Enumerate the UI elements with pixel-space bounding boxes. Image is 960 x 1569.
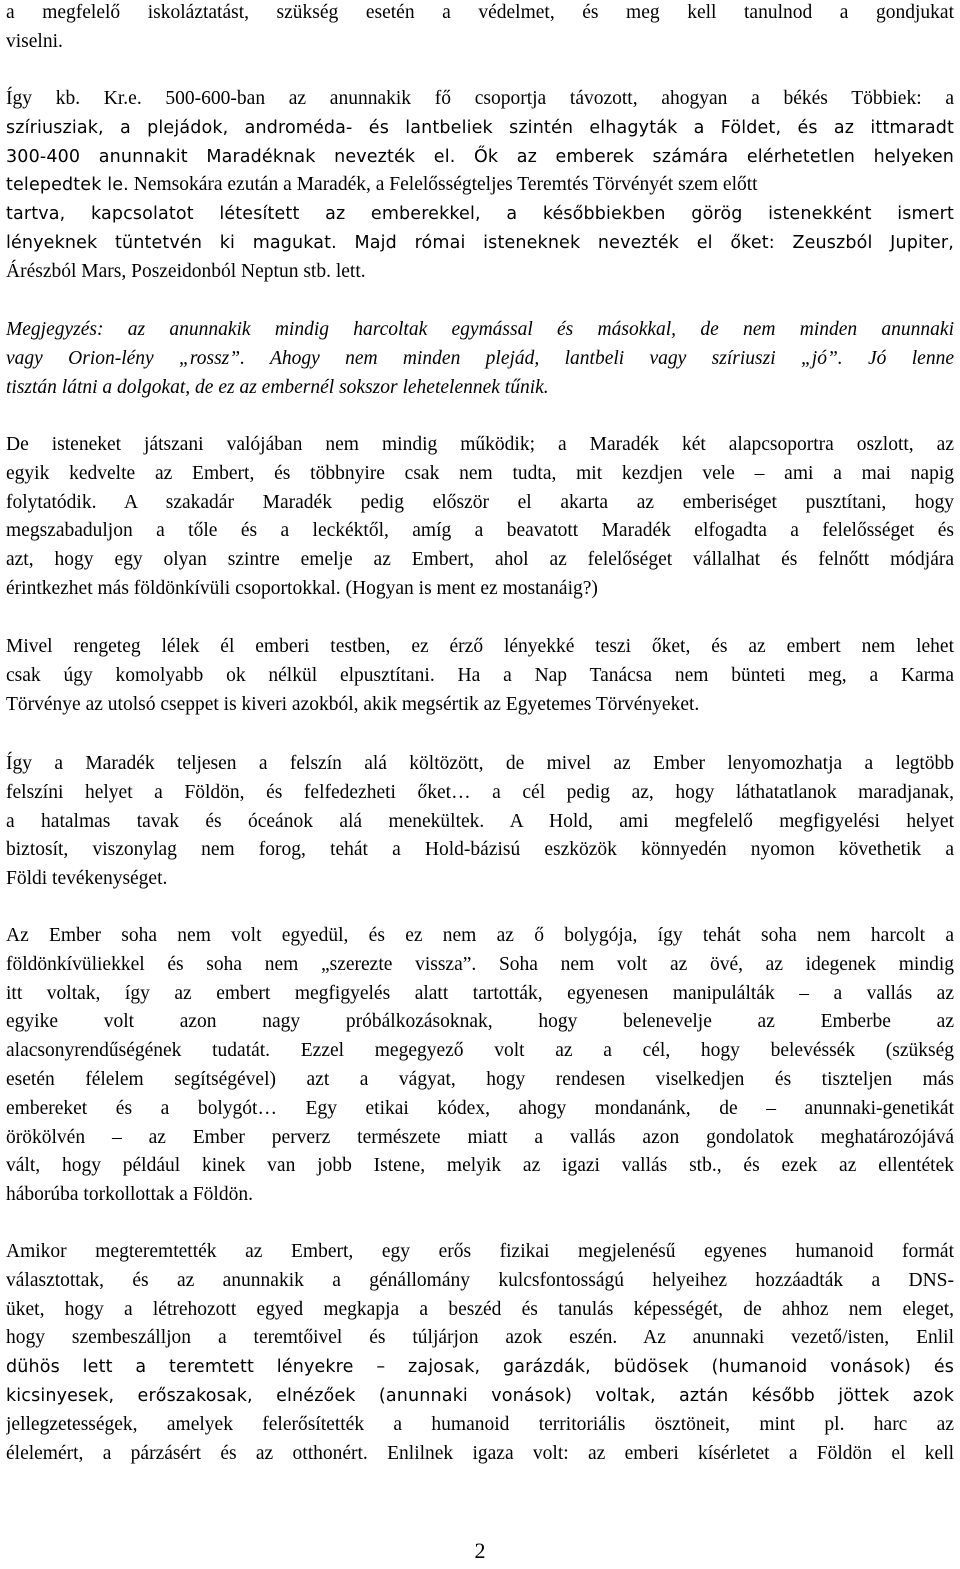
text-line: örökölvén – az Ember perverz természete miatt a vallás azon gondolatok meghatározójává [6,1126,954,1148]
text-line: Árészból Mars, Poszeidonból Neptun stb. lett. [6,260,366,282]
text-line: alacsonyrendűségének tudatát. Ezzel megegyező volt az a cél, hogy belevéssék (szükség [6,1040,954,1062]
text-line: egyike volt azon nagy próbálkozásoknak, hogy belenevelje az Emberbe az [6,1011,954,1033]
text-line: Így kb. Kr.e. 500-600-ban az anunnakik fő csoportja távozott, ahogyan a békés Többiek: a [6,88,954,109]
text-line: itt voltak, így az embert megfigyelés alatt tartották, egyenesen manipulálták – a vallás az [6,982,954,1004]
paragraph-never-alone [6,922,954,1210]
paragraph-continuation [6,0,954,57]
text-line: érintkezhet más földönkívüli csoportokkal. (Hogyan is ment ez mostanáig?) [6,577,598,599]
text-line: egyik kedvelte az Embert, és többnyire csak nem tudta, mit kezdjen vele – ami a mai napig [6,462,954,484]
text-line: lényeknek tüntetvén ki magukat. Majd római isteneknek nevezték el őket: Zeuszból Jupiter, [6,232,954,253]
text-line: megszabaduljon a tőle és a leckéktől, amíg a beavatott Maradék elfogadta a felelősséget és [6,520,954,542]
text-line: a hatalmas tavak és óceánok alá menekültek. A Hold, ami megfelelő megfigyelési helyet [6,810,954,832]
text-line: szíriusziak, a plejádok, androméda- és lantbeliek szintén elhagyták a Földet, és az ittmaradt [6,117,954,138]
text-line: vagy Orion-lény „rossz”. Ahogy nem minden plejád, lantbeli vagy szíriuszi „jó”. Jó lenne [6,347,954,369]
text-line: kicsinyesek, erőszakosak, elnézőek (anunnaki vonások) voltak, aztán később jöttek azok [6,1385,954,1406]
text-line: biztosít, viszonylag nem forog, tehát a Hold-bázisú eszközök könnyedén nyomon követhetik a [6,839,954,861]
text-line: Amikor megteremtették az Embert, egy erős fizikai megjelenésű egyenes humanoid formát [6,1241,954,1262]
text-line: Törvénye az utolsó cseppet is kiveri azokból, akik megsértik az Egyetemes Törvényeket. [6,693,700,715]
text-line: háborúba torkollottak a Földön. [6,1184,253,1206]
text-line: Az Ember soha nem volt egyedül, és ez nem az ő bolygója, így tehát soha nem harcolt a [6,925,954,946]
text-line: dühös lett a teremtett lényekre – zajosak, garázdák, büdösek (humanoid vonások) és [6,1357,954,1378]
text-line: folytatódik. A szakadár Maradék pedig először el akarta az emberiséget pusztítani, hogy [6,491,954,513]
text-line: Mivel rengeteg lélek él emberi testben, ez érző lényekké teszi őket, és az embert nem lehet [6,636,954,657]
text-line: Megjegyzés: az anunnakik mindig harcoltak egymással és másokkal, de nem minden anunnaki [6,319,954,340]
paragraph-souls [6,633,954,719]
text-line: 300-400 anunnakit Maradéknak nevezték el. Ők az emberek számára elérhetetlen helyeken [6,146,954,167]
text-line: hogy szembeszálljon a teremtőivel és túljárjon azok eszén. Az anunnaki vezető/isten, Enlil [6,1327,954,1349]
text-line: tisztán látni a dolgokat, de ez az embernél sokszor lehetelennek tűnik. [6,376,549,398]
text-line: De isteneket játszani valójában nem mindig működik; a Maradék két alapcsoportra oszlott, az [6,434,954,455]
text-line: földönkívüliekkel és soha nem „szerezte vissza”. Soha nem volt az övé, az idegenek mindig [6,953,954,975]
page-number: 2 [474,1538,486,1563]
text-line: csak úgy komolyabb ok nélkül elpusztítani. Ha a Nap Tanácsa nem bünteti meg, a Karma [6,664,954,686]
text-segment: Nemsokára ezután a Maradék, a Felelősségteljes Teremtés Törvényét szem előtt [133,174,758,196]
text-line: felszíni helyet a Földön, és felfedezheti őket… a cél pedig az, hogy láthatatlanok maradjanak, [6,781,954,803]
text-line: a megfelelő iskoláztatást, szükség esetén a védelmet, és meg kell tanulnod a gondjukat [6,2,954,23]
text-line [6,171,954,200]
text-line: embereket és a bolygót… Egy etikai kódex, ahogy mondanánk, de – anunnaki-genetikát [6,1097,954,1119]
text-line: választottak, és az anunnakik a génállomány kulcsfontosságú helyeihez hozzáadták a DNS- [6,1269,954,1291]
paragraph-playing-gods [6,431,954,604]
paragraph-anunnaki-departure [6,85,954,287]
text-line: vált, hogy például kinek van jobb Istene, melyik az igazi vallás stb., és ezek az ellentétek [6,1155,954,1177]
text-line: Földi tevékenységet. [6,868,168,890]
paragraph-creation [6,1238,954,1468]
text-line: üket, hogy a létrehozott egyed megkapja a beszéd és tanulás képességét, de ahhoz nem eleget, [6,1298,954,1320]
text-line: Így a Maradék teljesen a felszín alá költözött, de mivel az Ember lenyomozhatja a legtöbb [6,753,954,774]
text-line: tartva, kapcsolatot létesített az emberekkel, a későbbiekben görög istenekként ismert [6,204,954,225]
text-line: azt, hogy egy olyan szintre emelje az Embert, ahol az felelőséget vállalhat és felnőtt módjára [6,549,954,571]
text-line: élelemért, a párzásért és az otthonért. Enlilnek igaza volt: az emberi kísérletet a Földön el kell [6,1442,954,1464]
text-line: viselni. [6,30,63,52]
text-segment: telepedtek le. [6,175,129,196]
paragraph-underground [6,750,954,894]
text-line: jellegzetességek, amelyek felerősítették a humanoid territoriális ösztöneit, mint pl. harc az [6,1413,954,1435]
paragraph-note [6,316,954,402]
text-line: esetén félelem segítségével) azt a vágyat, hogy rendesen viselkedjen és tiszteljen más [6,1068,954,1090]
